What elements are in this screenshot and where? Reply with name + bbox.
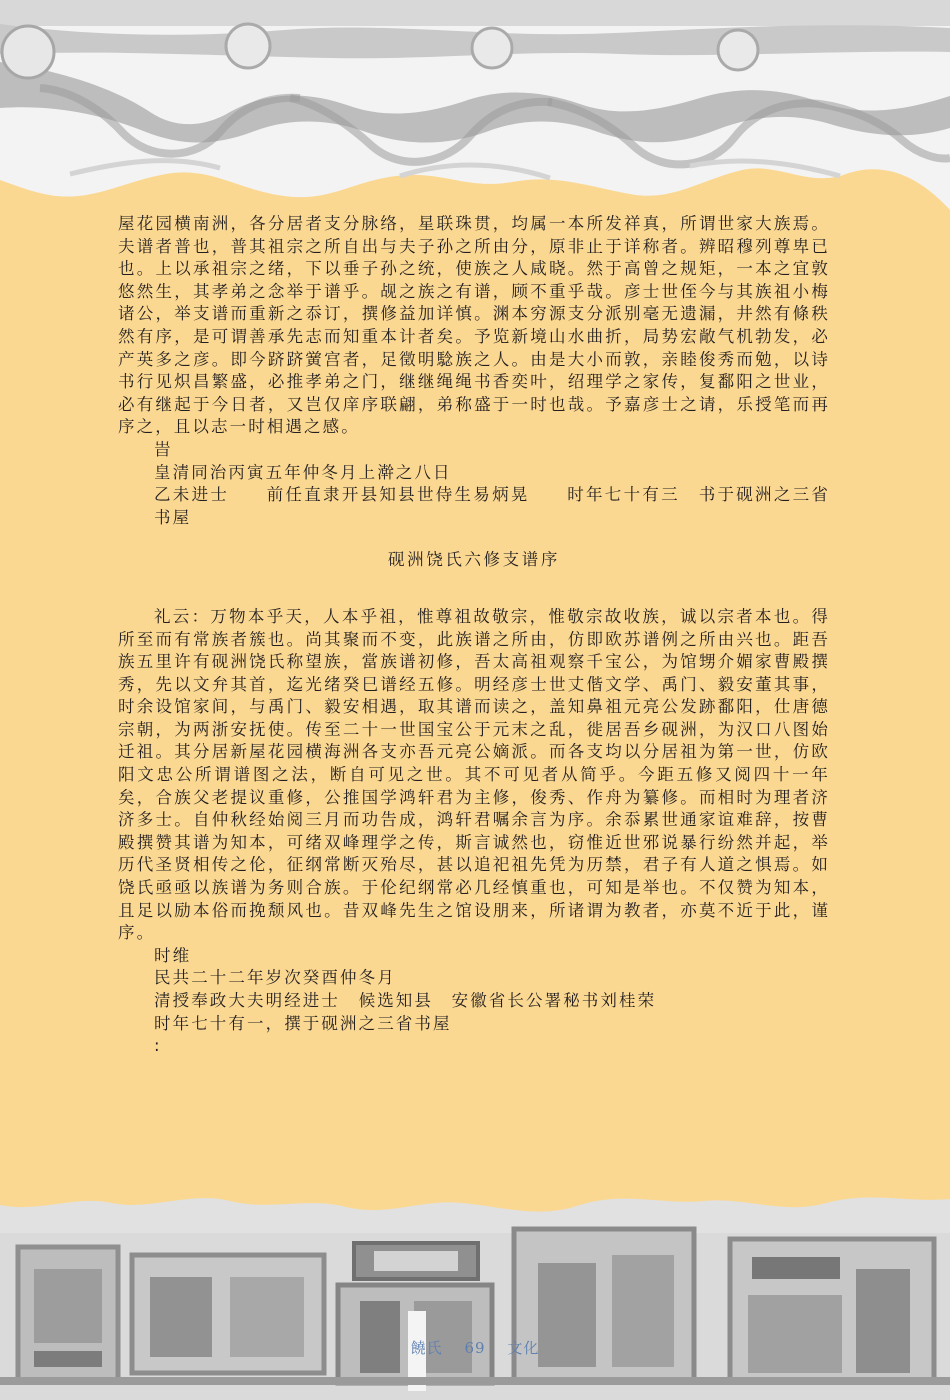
preface-2-signature: 清授奉政大夫明经进士 候选知县 安徽省长公署秘书刘桂荣: [154, 991, 657, 1010]
document-text: [118, 213, 830, 1058]
preface-1-date: 皇清同治丙寅五年仲冬月上澣之八日: [154, 462, 452, 482]
preface-1-shi: 旹: [154, 439, 173, 459]
footer-left-title: 饒氏: [410, 1339, 443, 1357]
preface-2-age-and-place: 时年七十有一，撰于砚洲之三省书屋: [154, 1013, 452, 1033]
street-scene-illustration: [0, 1185, 950, 1400]
preface-1-signature: 乙未进士 前任直隶开县知县世侍生易炳晃 时年七十有三 书于砚洲之三省书屋: [154, 485, 830, 527]
footer-right-title: 文化: [507, 1339, 540, 1357]
preface-2-shiwei: 时维: [154, 945, 192, 965]
page-number: 69: [464, 1339, 486, 1357]
preface-2-paragraph: 礼云：万物本乎天，人本乎祖，惟尊祖故敬宗，惟敬宗故收族，诚以宗者本也。得所至而有常族者簇也。尚其聚而不变，此族谱之所由，仿即欧苏谱例之所由兴也。距吾族五里许有砚洲饶氏称望族，當族谱初修，吾太高祖观察千宝公，为馆甥介媚家曹殿撰秀，先以文弁其首，迄光绪癸巳谱经五修。明经彦士世丈偕文学、禹门、毅安董其事，时余设馆家间，与禹门、毅安相遇，取其谱而读之，盖知鼻祖元亮公发跡鄱阳，仕唐德宗朝，为两浙安抚使。传至二十一世国宝公于元末之乱，徙居吾乡砚洲，为汉口八图始迁祖。其分居新屋花园横海洲各支亦吾元亮公嫡派。而各支均以分居祖为第一世，仿欧阳文忠公所谓谱图之法，断自可见之世。其不可见者从简乎。今距五修又阅四十一年矣，合族父老提议重修，公推国学鸿轩君为主修，俊秀、作舟为纂修。而相时为理者济济多士。自仲秋经始阅三月而功告成，鸿轩君嘱余言为序。余忝累世通家谊难辞，按曹殿撰赞其谱为知本，可绪双峰理学之传，斯言诚然也，窃惟近世邪说暴行纷然并起，举历代圣贤相传之伦，征纲常断灭殆尽，甚以追祀祖先凭为历禁，君子有人道之惧焉。如饶氏亟亟以族谱为务则合族。于伦纪纲常必几经慎重也，可知是举也。不仅赞为知本，且足以励本俗而挽颓风也。昔双峰先生之馆设朋来，所诸谓为教者，亦莫不近于此，谨序。: [118, 606, 830, 943]
preface-2-date: 民共二十二年岁次癸酉仲冬月: [154, 968, 396, 988]
page-footer: [0, 1337, 950, 1358]
roof-eaves-illustration: [0, 0, 950, 215]
preface-1-paragraph: 屋花园横南洲，各分居者支分脉络，星联珠贯，均属一本所发祥真，所谓世家大族焉。夫谱者普也，普其祖宗之所自出与夫子孙之所由分，原非止于详称者。辨昭穆列尊卑已也。上以承祖宗之绪，下以垂子孙之统，使族之人咸晓。然于高曾之规矩，一本之宜敦悠然生，其孝弟之念举于谱乎。觇之族之有谱，顾不重乎哉。彦士世侄今与其族祖小梅诸公，举支谱而重新之忝订，撰修益加详慎。渊本穷源支分派别毫无遗漏，井然有條秩然有序，是可谓善承先志而知重本计者矣。予览新境山水曲折，局势宏敞气机勃发，必产英多之彦。即今跻跻黉宫者，足徵明騐族之人。由是大小而敦，亲睦俊秀而勉，以诗书行见炽昌繁盛，必推孝弟之门，继继绳绳书香奕叶，绍理学之家传，复鄱阳之世业，必有继起于今日者，又岂仅庠序联翩，弟称盛于一时也哉。予嘉彦士之请，乐授笔而再序之，且以志一时相遇之感。: [118, 214, 830, 437]
preface-2-end-mark: :: [154, 1036, 162, 1056]
preface-2-title: 砚洲饶氏六修支谱序: [388, 550, 560, 570]
